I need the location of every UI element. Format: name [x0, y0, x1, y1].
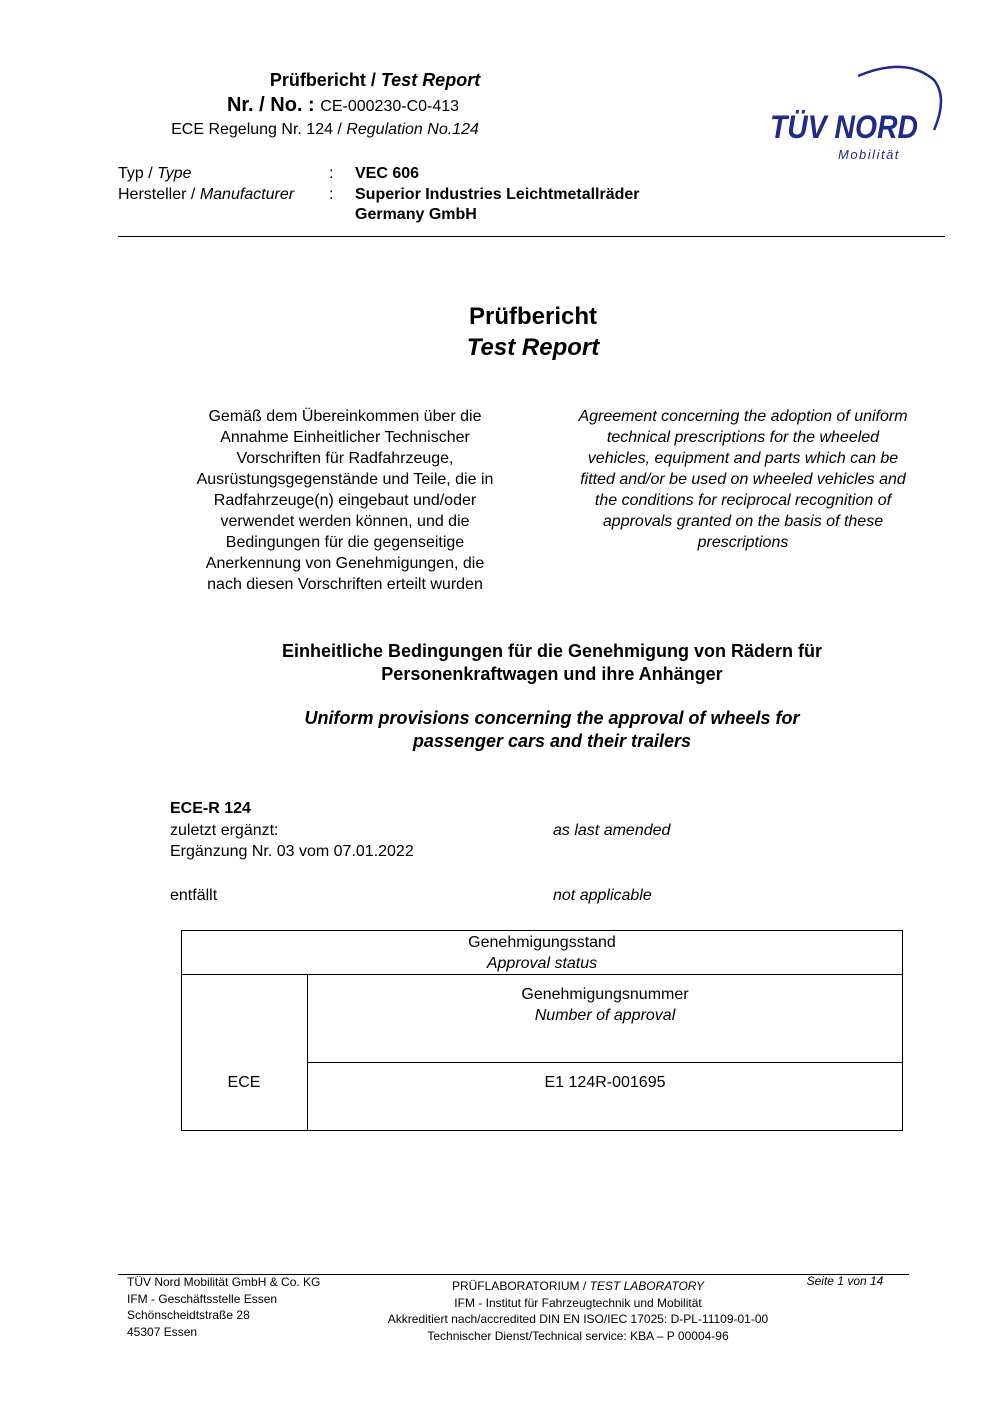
footer-lab-line: Technischer Dienst/Technical service: KBA – P 00004-96 [427, 1328, 729, 1343]
slash: / [143, 165, 158, 182]
logo-brand-text: TÜV NORD [770, 109, 918, 145]
agreement-en-line: approvals granted on the basis of these [602, 513, 884, 530]
tuv-nord-logo-graphic [766, 58, 946, 168]
column-header-de: Genehmigungsnummer [521, 986, 689, 1003]
agreement-de-line: nach diesen Vorschriften erteilt wurden [207, 576, 483, 593]
not-applicable-en: not applicable [553, 887, 652, 904]
footer-address-line: Schönscheidtstraße 28 [127, 1308, 250, 1322]
regulation-de: ECE Regelung Nr. 124 [171, 121, 333, 138]
provisions-en-line1: Uniform provisions concerning the approval of wheels for [304, 708, 800, 728]
report-heading [118, 70, 632, 91]
agreement-de-line: verwendet werden können, und die [220, 513, 470, 530]
amended-de: zuletzt ergänzt: [170, 822, 279, 839]
manufacturer-value-line1: Superior Industries Leichtmetallräder [355, 186, 640, 203]
slash: / [332, 121, 347, 138]
manufacturer-label-de: Hersteller [118, 186, 187, 203]
agreement-de-line: Gemäß dem Übereinkommen über die [208, 408, 482, 425]
footer-lab [355, 1278, 801, 1344]
provisions-de-line1: Einheitliche Bedingungen für die Genehmigung von Rädern für [281, 641, 823, 661]
footer-address-line: IFM - Geschäftsstelle Essen [127, 1291, 278, 1306]
footer-lab-en: TEST LABORATORY [589, 1279, 705, 1293]
footer-lab-de: PRÜFLABORATORIUM [451, 1279, 580, 1293]
agreement-en-line: fitted and/or be used on wheeled vehicles and [580, 471, 906, 488]
provisions-de [170, 640, 934, 686]
agreement-en-line: technical prescriptions for the wheeled [606, 429, 880, 446]
report-heading-en: Test Report [380, 70, 481, 90]
table-header [181, 932, 903, 974]
footer-lab-title [355, 1278, 801, 1295]
agreement-en-line: vehicles, equipment and parts which can be [587, 450, 899, 467]
table-divider [181, 974, 903, 975]
manufacturer-colon: : [329, 186, 334, 203]
amended-en: as last amended [553, 822, 671, 839]
footer-address [127, 1274, 320, 1340]
footer-address-line: TÜV Nord Mobilität GmbH & Co. KG [127, 1275, 321, 1289]
regulation-en: Regulation No.124 [346, 121, 479, 138]
provisions-de-line2: Personenkraftwagen und ihre Anhänger [381, 664, 723, 684]
approval-number: E1 124R-001695 [544, 1074, 666, 1091]
agreement-de-line: Radfahrzeuge(n) eingebaut und/oder [213, 492, 477, 509]
agreement-en-line: prescriptions [697, 534, 789, 551]
agreement-en-line: Agreement concerning the adoption of uniform [578, 408, 908, 425]
agreement-de-line: Ausrüstungsgegenstände und Teile, die in [196, 471, 494, 488]
footer-lab-line: IFM - Institut für Fahrzeugtechnik und Mobilität [454, 1295, 702, 1310]
type-label [118, 165, 192, 183]
regulation-code: ECE-R 124 [170, 800, 251, 817]
column-header-en: Number of approval [534, 1007, 676, 1024]
page-title-en: Test Report [466, 334, 600, 361]
table-divider [307, 1062, 903, 1063]
page-number: Seite 1 von 14 [806, 1274, 884, 1288]
regulation-heading [118, 121, 532, 139]
footer-lab-line: Akkreditiert nach/accredited DIN EN ISO/IEC 17025: D-PL-11109-01-00 [387, 1312, 769, 1326]
agreement-de-line: Anerkennung von Genehmigungen, die [205, 555, 485, 572]
table-header-en: Approval status [486, 955, 598, 972]
type-value: VEC 606 [355, 165, 420, 182]
manufacturer-label-en: Manufacturer [199, 186, 295, 203]
report-number-value: CE-000230-C0-413 [320, 98, 460, 115]
page-title-de: Prüfbericht [468, 303, 597, 330]
report-number [118, 94, 568, 117]
agreement-de-line: Vorschriften für Radfahrzeuge, [236, 450, 454, 467]
logo-sub-text: Mobilität [838, 147, 900, 162]
column-header [307, 984, 903, 1026]
slash: / [186, 186, 200, 203]
report-heading-de: Prüfbericht [269, 70, 366, 90]
row-label-ece: ECE [227, 1074, 261, 1091]
agreement-de-line: Bedingungen für die gegenseitige [225, 534, 465, 551]
report-number-label: Nr. / No. : [226, 94, 315, 116]
tuv-nord-logo [766, 58, 946, 168]
provisions-en-line2: passenger cars and their trailers [412, 731, 692, 751]
not-applicable-de: entfällt [170, 887, 218, 904]
slash: / [579, 1279, 590, 1293]
agreement-de-line: Annahme Einheitlicher Technischer [220, 429, 470, 446]
agreement-en-line: the conditions for reciprocal recognition of [594, 492, 892, 509]
manufacturer-value-line2: Germany GmbH [355, 206, 477, 223]
provisions-en [170, 707, 934, 753]
type-label-en: Type [157, 165, 192, 182]
supplement: Ergänzung Nr. 03 vom 07.01.2022 [170, 843, 414, 860]
agreement-en [552, 406, 934, 553]
slash: / [365, 70, 381, 90]
header-divider [118, 236, 945, 237]
type-label-de: Typ [118, 165, 144, 182]
agreement-de [170, 406, 520, 595]
manufacturer-label [118, 186, 294, 204]
type-colon: : [329, 165, 334, 182]
footer-address-line: 45307 Essen [127, 1324, 198, 1339]
table-header-de: Genehmigungsstand [468, 934, 616, 951]
